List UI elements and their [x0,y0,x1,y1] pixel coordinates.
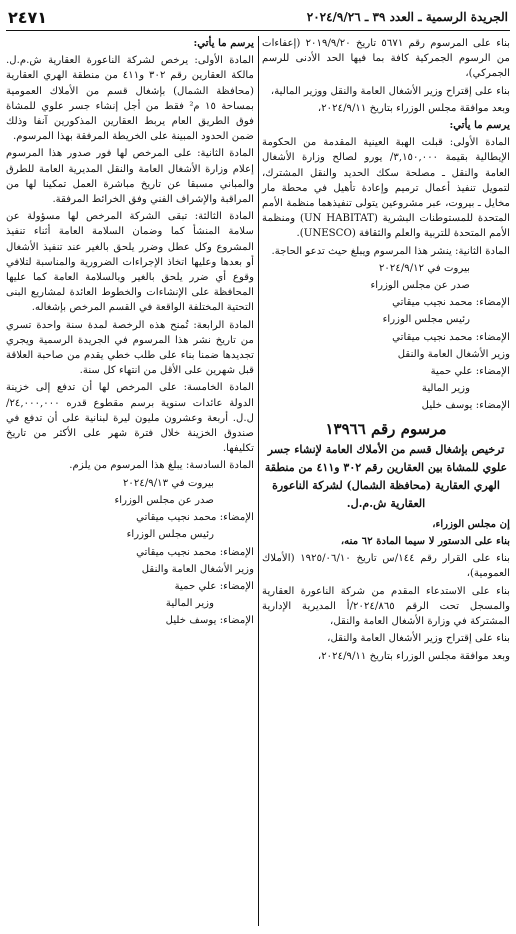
signature-title: وزير الأشغال العامة والنقل [397,348,510,360]
signature-name: الإمضاء: علي حمية [174,580,254,592]
signature-title: صدر عن مجلس الوزراء [370,280,470,292]
signature-name: الإمضاء: محمد نجيب ميقاتي [392,331,510,343]
article-5: المادة الخامسة: على المرخص لها أن تدفع إلى خزينة الدولة عائدات سنوية برسم مقطوع قدره ٢٤,٠٠٠,٠٠٠/ ل.ل. أربعة وعشرون مليون ليرة لبنانية على أن تدفع في صندوق الخزينة خلال فترة شهر على الأكثر من تاريخ تكليفها. [6,382,254,455]
preamble-line: وبعد موافقة مجلس الوزراء بتاريخ ٢٠٢٤/٩/١١، [317,102,510,114]
preamble-line: بناء على الاستدعاء المقدم من شركة الناعورة العقارية والمسجل تحت الرقم ٢٠٢٤/٨٦٥/أ المديرية الإدارية المشتركة في وزارة الأشغال العامة والنقل، [262,585,510,628]
council-line: إن مجلس الوزراء، [432,517,510,530]
signature-title: وزير المالية [165,598,214,610]
decree-subject: ترخيص بإشغال قسم من الأملاك العامة لإنشاء جسر علوي للمشاة بين العقارين رقم ٣٠٢ و٤١١ من منطقة الهري العقارية (محافظة الشمال) لشركة الناعورة العقارية ش.م.ل. [264,442,508,510]
gazette-title: الجريدة الرسمية ـ العدد ٣٩ ـ ٢٠٢٤/٩/٢٦ [306,10,508,24]
article-1: المادة الأولى: يرخص لشركة الناعورة العقارية ش.م.ل. مالكة العقارين رقم ٣٠٢ و٤١١ من منطقة الهري العقارية (محافظة الشمال) بإشغال قسم من الأملاك العمومية بمساحة ١٥ م² فقط من أجل إنشاء جسر علوي للمشاة فوق الطريق العام يربط العقارين المذكورين آنفا وذلك ضمن الحدود المبينة على الخريطة المرفقة بهذا المرسوم. [6,55,255,143]
preamble-line: وبعد موافقة مجلس الوزراء بتاريخ ٢٠٢٤/٩/١١، [317,650,510,662]
column-divider [258,36,259,926]
preamble-line: بناء على المرسوم رقم ٥٦٧١ تاريخ ٢٠١٩/٩/٢٠ (إعفاءات من الرسوم الجمركية كافة بما فيها الحد الأدنى للرسم الجمركي)، [262,38,510,80]
signature-name: الإمضاء: محمد نجيب ميقاتي [392,297,510,309]
preamble-line: بناء على الدستور لا سيما المادة ٦٢ منه، [340,535,510,548]
preamble-line: بناء على إقتراح وزير الأشغال العامة والنقل، [327,633,510,645]
signature-title: رئيس مجلس الوزراء [382,314,470,326]
page-header [6,4,510,31]
decree-formula: يرسم ما يأتي: [193,37,254,49]
signature-name: الإمضاء: محمد نجيب ميقاتي [136,512,254,524]
decree-formula: يرسم ما يأتي: [449,119,510,132]
article-2: المادة الثانية: ينشر هذا المرسوم ويبلغ حيث تدعو الحاجة. [271,245,510,257]
article-6: المادة السادسة: يبلغ هذا المرسوم من يلزم. [69,460,254,472]
signature-title: رئيس مجلس الوزراء [126,529,214,541]
article-4: المادة الرابعة: تُمنح هذه الرخصة لمدة سنة واحدة تسري من تاريخ نشر هذا المرسوم في الجريدة الرسمية ويجري تجديدها ضمنا بناء على طلب خطي يقدم من صاحبة العلاقة قبل شهرين على الأقل من انتهاء كل سنة. [6,319,254,377]
date-line: بيروت في ٢٠٢٤/٩/١٢ [378,262,470,274]
date-line: بيروت في ٢٠٢٤/٩/١٣ [122,477,214,489]
right-column [262,36,510,666]
signature-title: وزير الأشغال العامة والنقل [141,563,254,575]
preamble-line: بناء على إقتراح وزير الأشغال العامة والنقل ووزير المالية، [270,85,510,97]
article-1: المادة الأولى: قبلت الهبة العينية المقدمة من الحكومة الإيطالية بقيمة ٣,١٥٠,٠٠٠/ يورو لصالح وزارة الأشغال العامة والنقل ـ مصلحة سكك الحديد والنقل المشترك، لتمويل تنفيذ أعمال ترميم وإعادة تأهيل في محطة مار مخايل ـ بيروت، عبر مشروعين يتولى تنفيذهما منظمة الأمم المتحدة للمستوطنات البشرية (UN HABITAT) ومنظمة الأمم المتحدة للتربية والعلم والثقافة (UNESCO). [262,137,510,240]
left-column [6,36,254,631]
preamble-line: بناء على القرار رقم ١٤٤/س تاريخ ١٩٢٥/٠٦/١٠ (الأملاك العمومية)، [262,553,510,580]
page-number: ٢٤٧١ [8,8,48,27]
article-2: المادة الثانية: على المرخص لها فور صدور هذا المرسوم إعلام وزارة الأشغال العامة والنقل المديرية العامة للطرق والمباني مسبقا عن تاريخ مباشرة العمل تمكينا لها من المراقبة والإشراف الفني وفق الخرائط المرفقة. [6,148,254,206]
signature-name: الإمضاء: يوسف خليل [165,615,254,627]
article-3: المادة الثالثة: تبقى الشركة المرخص لها مسؤولة عن سلامة المنشأ كما وضمان السلامة العامة أثناء تنفيذ المشروع وكل عطل وضرر يلحق بالغير عند تنفيذ الأشغال أو بعدها وعليها اتخاذ الإجراءات الضرورية والمناسبة لتلافي وقوع أي ضرر يلحق بالغير وبالسلامة العامة كما عليها المحافظة على الإنشاءات والخطوط العائدة لمشاريع البنى التحتية المختلفة الواقعة في القسم المرخص بإشغاله. [6,211,254,314]
signature-name: الإمضاء: يوسف خليل [421,400,510,412]
signature-title: صدر عن مجلس الوزراء [114,494,214,506]
signature-title: وزير المالية [421,383,470,395]
signature-name: الإمضاء: علي حمية [430,366,510,378]
signature-name: الإمضاء: محمد نجيب ميقاتي [136,546,254,558]
decree-number: مرسوم رقم ١٣٩٦٦ [325,419,447,438]
